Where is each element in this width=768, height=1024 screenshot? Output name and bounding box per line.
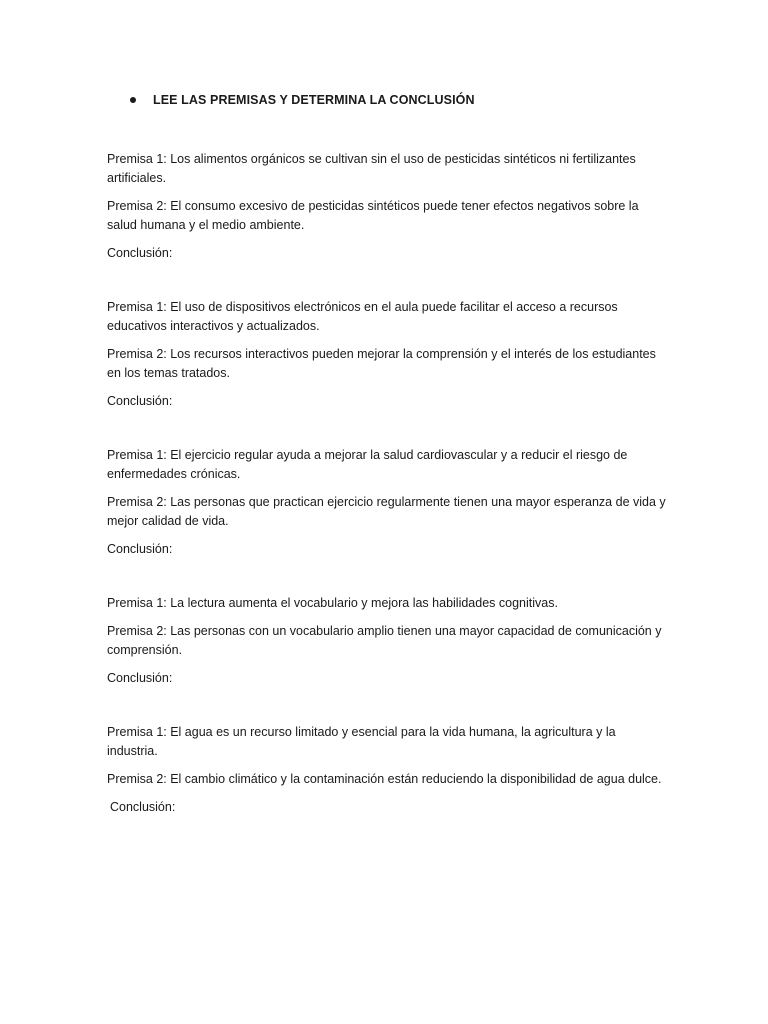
conclusion-label: Conclusión:: [107, 671, 173, 685]
premise-1: Premisa 1: La lectura aumenta el vocabulario y mejora las habilidades cognitivas.: [107, 596, 558, 610]
premise-1: Premisa 1: El ejercicio regular ayuda a mejorar la salud cardiovascular y a reducir el riesgo de enfermedades crónicas.: [107, 448, 628, 481]
exercise-block-4: [107, 594, 667, 688]
exercise-block-5: [107, 723, 667, 817]
conclusion-label: Conclusión:: [110, 800, 176, 814]
premise-1: Premisa 1: El uso de dispositivos electrónicos en el aula puede facilitar el acceso a recursos educativos interactivos y actualizados.: [107, 300, 618, 333]
bullet-icon: [130, 97, 136, 103]
premise-2: Premisa 2: Los recursos interactivos pueden mejorar la comprensión y el interés de los estudiantes en los temas tratados.: [107, 347, 656, 380]
exercise-block-2: [107, 298, 667, 411]
heading-text: LEE LAS PREMISAS Y DETERMINA LA CONCLUSIÓN: [153, 93, 475, 107]
exercise-block-3: [107, 446, 667, 559]
exercise-list: [107, 150, 667, 817]
exercise-block-1: [107, 150, 667, 263]
premise-2: Premisa 2: El cambio climático y la contaminación están reduciendo la disponibilidad de agua dulce.: [107, 772, 662, 786]
premise-2: Premisa 2: El consumo excesivo de pesticidas sintéticos puede tener efectos negativos sobre la salud humana y el medio ambiente.: [107, 199, 639, 232]
premise-1: Premisa 1: Los alimentos orgánicos se cultivan sin el uso de pesticidas sintéticos ni fertilizantes artificiales.: [107, 152, 636, 185]
conclusion-label: Conclusión:: [107, 542, 173, 556]
premise-1: Premisa 1: El agua es un recurso limitado y esencial para la vida humana, la agricultura y la industria.: [107, 725, 616, 758]
premise-2: Premisa 2: Las personas con un vocabulario amplio tienen una mayor capacidad de comunicación y comprensión.: [107, 624, 662, 657]
instruction-heading: [130, 93, 475, 107]
premise-2: Premisa 2: Las personas que practican ejercicio regularmente tienen una mayor esperanza de vida y mejor calidad de vida.: [107, 495, 666, 528]
conclusion-label: Conclusión:: [107, 246, 173, 260]
conclusion-label: Conclusión:: [107, 394, 173, 408]
